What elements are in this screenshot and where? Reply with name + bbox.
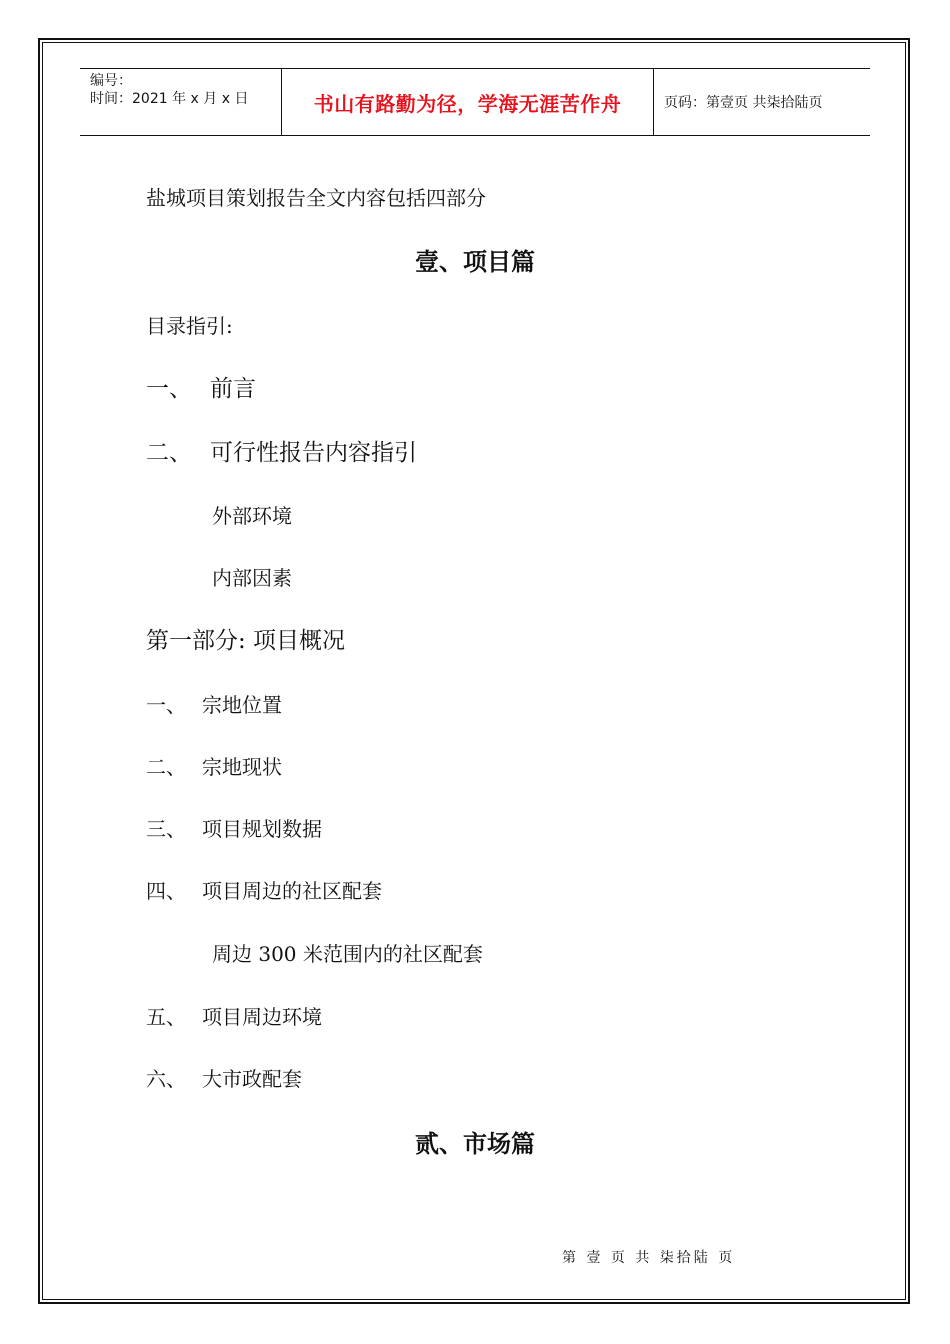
toc-item — [146, 434, 417, 467]
list-item-number: 六、 — [146, 1067, 186, 1091]
list-item-text: 宗地位置 — [202, 693, 282, 717]
toc-label: 目录指引: — [146, 314, 233, 338]
list-item-number: 三、 — [146, 817, 186, 841]
list-item — [146, 751, 282, 780]
list-item — [146, 689, 282, 718]
date-label: 时间：2021 年 x 月 x 日 — [90, 91, 249, 107]
list-item-text: 大市政配套 — [202, 1067, 302, 1091]
toc-item-number: 二、 — [146, 440, 192, 466]
page-border-inner — [42, 42, 906, 1300]
toc-sub-item: 内部因素 — [212, 566, 292, 590]
list-item-text: 项目规划数据 — [202, 817, 322, 841]
toc-item — [146, 370, 256, 403]
list-sub-item: 周边 300 米范围内的社区配套 — [212, 942, 483, 966]
toc-item-text: 可行性报告内容指引 — [210, 440, 417, 466]
page-footer: 第 壹 页 共 柒拾陆 页 — [562, 1250, 736, 1266]
motto: 书山有路勤为径，学海无涯苦作舟 — [282, 69, 654, 135]
list-item-number: 一、 — [146, 693, 186, 717]
intro-text: 盐城项目策划报告全文内容包括四部分 — [146, 186, 486, 210]
list-item-text: 宗地现状 — [202, 755, 282, 779]
list-item — [146, 1001, 322, 1030]
section-title-project: 壹、项目篇 — [415, 247, 535, 276]
list-item-text: 项目周边环境 — [202, 1005, 322, 1029]
page-info: 页码：第壹页 共柒拾陆页 — [664, 95, 823, 111]
number-label: 编号： — [90, 73, 132, 89]
toc-item-text: 前言 — [210, 376, 256, 402]
document-header — [80, 68, 870, 136]
list-item-text: 项目周边的社区配套 — [202, 879, 382, 903]
section-title-market: 贰、市场篇 — [415, 1129, 535, 1158]
header-left-cell — [80, 69, 282, 135]
list-item-number: 二、 — [146, 755, 186, 779]
list-item — [146, 875, 382, 904]
toc-item-number: 一、 — [146, 376, 192, 402]
part-title: 第一部分: 项目概况 — [146, 628, 346, 654]
list-item — [146, 813, 322, 842]
toc-sub-item: 外部环境 — [212, 504, 292, 528]
list-item-number: 四、 — [146, 879, 186, 903]
list-item-number: 五、 — [146, 1005, 186, 1029]
list-item — [146, 1063, 302, 1092]
